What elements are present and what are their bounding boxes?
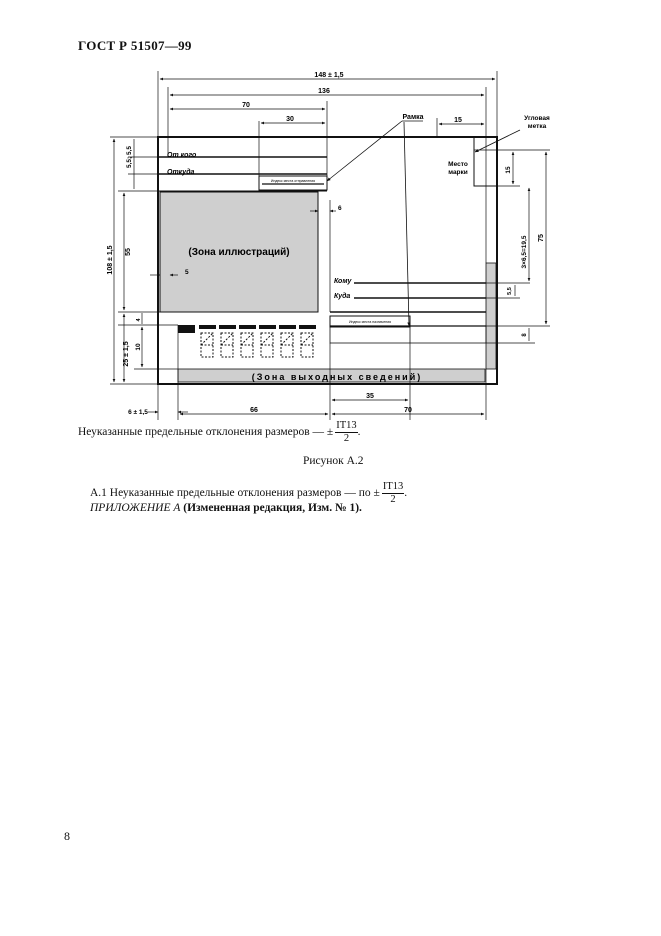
dim-inner-width-label: 136 — [318, 88, 330, 95]
dim-bottom35-label: 35 — [366, 393, 374, 400]
postal-code-grid — [178, 325, 316, 357]
dim-w70-label: 70 — [242, 102, 250, 109]
appendix-revision: (Измененная редакция, Изм. № 1). — [180, 502, 362, 514]
frame-leader-2 — [404, 122, 409, 326]
stamp-place-label: Место марки — [448, 161, 468, 176]
postal-code-marker — [178, 325, 195, 333]
dim-h4-label: 4 — [136, 318, 142, 322]
sender-index-label: Индекс места отправления — [270, 179, 316, 183]
from-label: От кого — [167, 152, 197, 159]
appendix-title: ПРИЛОЖЕНИЕ А — [90, 502, 181, 514]
dim-gap6-label: 6 — [338, 205, 342, 212]
dim-h8-label: 8 — [522, 333, 528, 337]
tolerance-fraction: $\frac{IT13}{2}$ — [336, 420, 357, 444]
dim-gap5-label: 5 — [185, 269, 189, 276]
note-a1: А.1 Неуказанные предельные отклонения размеров — по ± $\frac{IT13}{2}$ . — [90, 481, 408, 505]
note-a1-fraction: $\frac{IT13}{2}$ — [382, 481, 404, 505]
figure-caption: Рисунок А.2 — [303, 455, 364, 467]
dim-total-width-label: 148 ± 1,5 — [314, 72, 344, 79]
dim-h5-5-right-label: 5,5 — [507, 287, 513, 295]
dim-h15-label: 15 — [505, 166, 512, 174]
dim-h3x-label: 3×6,5=19,5 — [521, 235, 528, 269]
dim-margin-left-label: 6 ± 1,5 — [128, 409, 148, 416]
dim-h5-5-label: 5,5; 5,5 — [126, 145, 133, 169]
dim-bottom70-label: 70 — [404, 407, 412, 414]
dim-w30-label: 30 — [286, 116, 294, 123]
page-number: 8 — [64, 829, 70, 843]
dim-h10-label: 10 — [135, 343, 142, 351]
dest-index-label: Индекс места назначения — [348, 320, 392, 324]
note-a1-text: А.1 Неуказанные предельные отклонения размеров — по ± — [90, 487, 380, 500]
stamp-place — [474, 137, 497, 186]
dim-h55-label: 55 — [125, 248, 132, 256]
corner-mark-label: Угловая метка — [524, 115, 550, 130]
to-label: Кому — [334, 278, 352, 285]
dim-h75-label: 75 — [538, 234, 545, 242]
tolerance-note: Неуказанные предельные отклонения размеров — ± $\frac{IT13}{2}$ . — [78, 420, 361, 444]
to-where-label: Куда — [334, 293, 351, 300]
tolerance-note-text: Неуказанные предельные отклонения размеров — ± — [78, 426, 334, 439]
frame-leader-1 — [327, 121, 402, 181]
appendix-note — [90, 502, 362, 514]
frame-label: Рамка — [402, 114, 424, 121]
illustration-zone-label: (Зона иллюстраций) — [188, 247, 290, 258]
dest-address-box — [330, 326, 486, 343]
document-header: ГОСТ Р 51507—99 — [78, 38, 192, 53]
dim-w15-label: 15 — [454, 117, 462, 124]
right-stripe — [486, 263, 496, 369]
dim-bottom66-label: 66 — [250, 407, 258, 414]
from-where-label: Откуда — [167, 169, 195, 176]
dim-h108-label: 108 ± 1,5 — [107, 245, 114, 275]
output-info-zone-label: (Зона выходных сведений) — [251, 372, 423, 382]
dim-h25-label: 25 ± 1,5 — [123, 341, 130, 367]
